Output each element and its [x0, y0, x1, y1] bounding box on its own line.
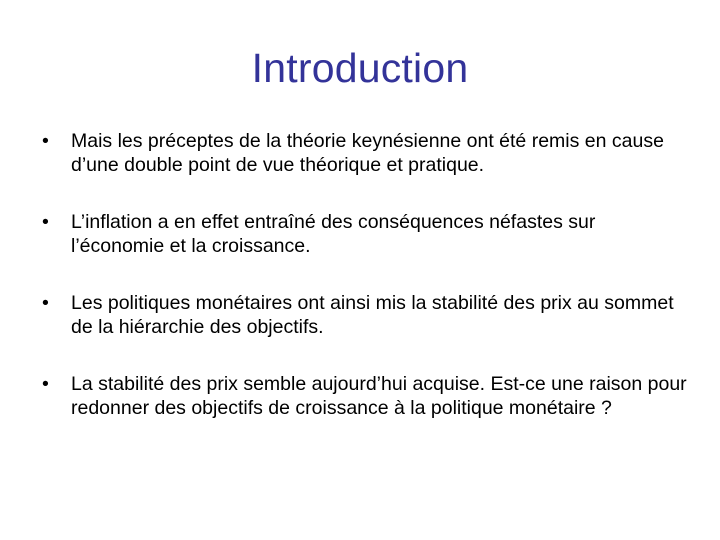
bullet-marker: •: [42, 211, 49, 233]
slide-title: Introduction: [251, 45, 469, 91]
bullet-list: [42, 130, 692, 454]
bullet-item: [42, 373, 692, 420]
bullet-item: [42, 292, 692, 339]
bullet-marker: •: [42, 292, 49, 314]
bullet-text: Les politiques monétaires ont ainsi mis la stabilité des prix au sommet de la hiérarchie des objectifs.: [71, 292, 674, 338]
bullet-item: [42, 211, 692, 258]
bullet-text: Mais les préceptes de la théorie keynésienne ont été remis en cause d’une double point de vue théorique et pratique.: [71, 130, 664, 176]
bullet-item: [42, 130, 692, 177]
bullet-marker: •: [42, 373, 49, 395]
bullet-marker: •: [42, 130, 49, 152]
bullet-text: La stabilité des prix semble aujourd’hui acquise. Est-ce une raison pour redonner des objectifs de croissance à la politique monétaire ?: [71, 373, 687, 419]
bullet-text: L’inflation a en effet entraîné des conséquences néfastes sur l’économie et la croissance.: [71, 211, 596, 257]
